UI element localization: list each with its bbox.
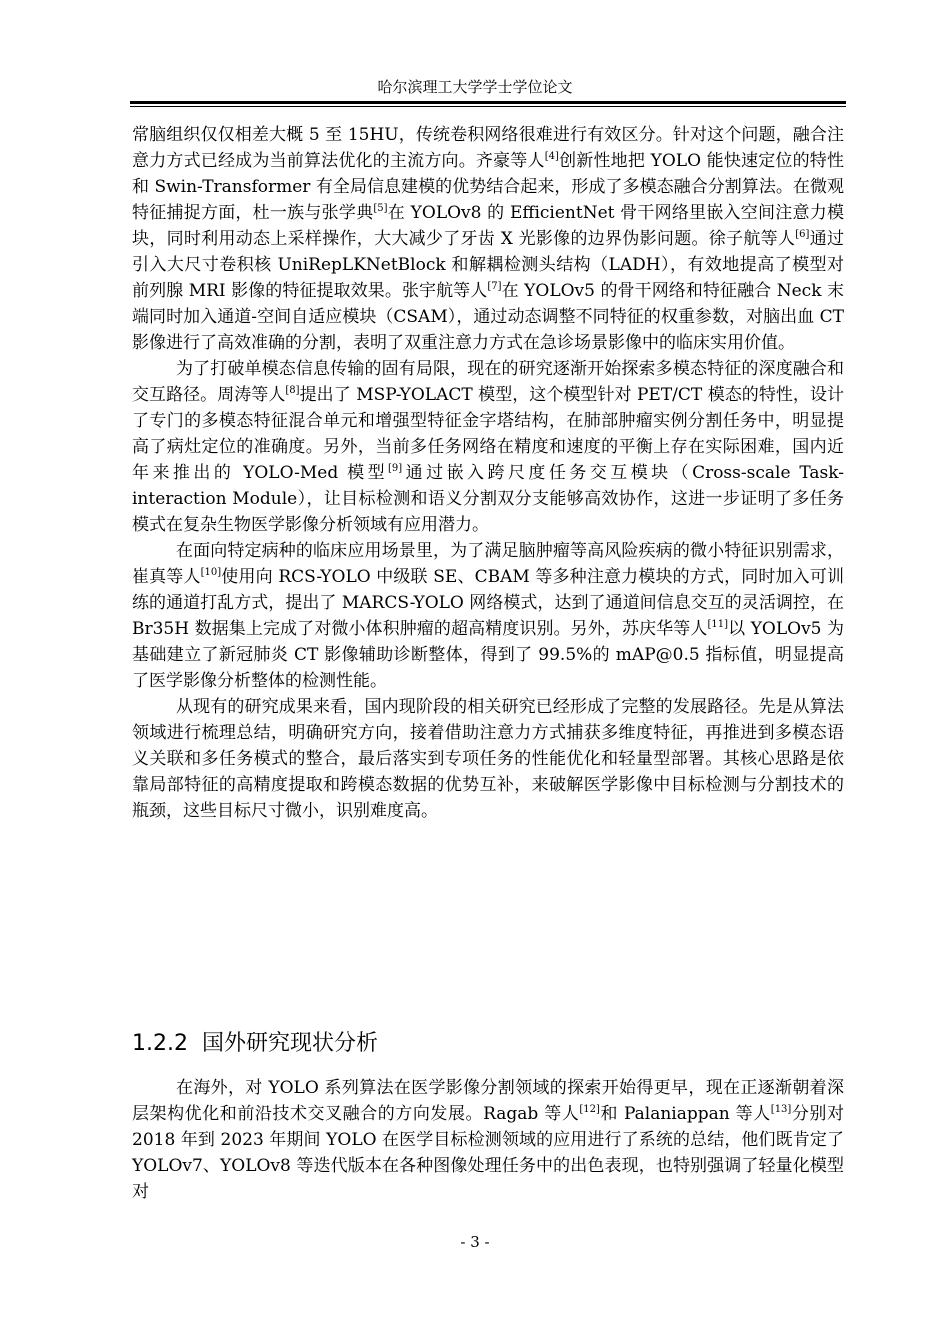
citation-ref: [5]: [373, 203, 388, 214]
citation-ref: [9]: [388, 463, 403, 474]
paragraph-text: 从现有的研究成果来看，国内现阶段的相关研究已经形成了完整的发展路径。先是从算法领域进行梳理总结，明确研究方向，接着借助注意力方式捕获多维度特征，再推进到多模态语义关联和多任务模式的整合，最后落实到专项任务的性能优化和轻量型部署。其核心思路是依靠局部特征的高精度提取和跨模态数据的优势互补，来破解医学影像中目标检测与分割技术的瓶颈，这些目标尺寸微小，识别难度高。: [132, 697, 844, 821]
section-number: 1.2.2: [132, 1031, 188, 1056]
paragraph-text: 通过引入大尺寸卷积核 UniRepLKNetBlock 和解耦检测头结构（LADH），有效地提高了模型对前列腺 MRI 影像的特征提取效果。张宇航等人: [132, 229, 844, 301]
paragraph: [132, 1075, 844, 1205]
paragraph-text: 在 YOLOv8 的 EfficientNet 骨干网络里嵌入空间注意力模块，同时利用动态上采样操作，大大减少了牙齿 X 光影像的边界伪影问题。徐子航等人: [132, 203, 844, 249]
paragraph-text: 在海外，对 YOLO 系列算法在医学影像分割领域的探索开始得更早，现在正逐渐朝着深层架构优化和前沿技术交叉融合的方向发展。Ragab 等人: [132, 1078, 844, 1124]
citation-ref: [8]: [285, 385, 300, 396]
paragraph-text: 在 YOLOv5 的骨干网络和特征融合 Neck 末端同时加入通道-空间自适应模块（CSAM），通过动态调整不同特征的权重参数，对脑出血 CT 影像进行了高效准确的分割，表明了双重注意力方式在急诊场景影像中的临床实用价值。: [132, 281, 844, 353]
citation-ref: [13]: [770, 1104, 792, 1115]
paragraph-text: 提出了 MSP-YOLACT 模型，这个模型针对 PET/CT 模态的特性，设计了专门的多模态特征混合单元和增强型特征金字塔结构，在肺部肿瘤实例分割任务中，明显提高了病灶定位的准确度。另外，当前多任务网络在精度和速度的平衡上存在实际困难，国内近年来推出的 YOLO-Med 模型: [132, 385, 845, 483]
section-title: 国外研究现状分析: [201, 1031, 378, 1056]
citation-ref: [12]: [579, 1104, 600, 1115]
body-text-bottom: [132, 1075, 844, 1205]
paragraph-text: 使用向 RCS-YOLO 中级联 SE、CBAM 等多种注意力模块的方式，同时加入可训练的通道打乱方式，提出了 MARCS-YOLO 网络模式，达到了通道间信息交互的灵活调控，在 Br35H 数据集上完成了对微小体积肿瘤的超高精度识别。另外，苏庆华等人: [132, 567, 844, 639]
paragraph: [132, 122, 844, 356]
paragraph-text: 为了打破单模态信息传输的固有局限，现在的研究逐渐开始探索多模态特征的深度融合和交互路径。周涛等人: [132, 359, 844, 405]
citation-ref: [10]: [200, 567, 222, 578]
paragraph: [132, 356, 844, 538]
citation-ref: [6]: [795, 229, 810, 240]
paragraph-text: 在面向特定病种的临床应用场景里，为了满足脑肿瘤等高风险疾病的微小特征识别需求，崔真等人: [132, 541, 844, 587]
section-heading: [132, 1029, 378, 1059]
paragraph-text: 和 Palaniappan 等人: [599, 1104, 771, 1124]
paragraph-text: 分别对 2018 年到 2023 年期间 YOLO 在医学目标检测领域的应用进行了系统的总结，他们既肯定了 YOLOv7、YOLOv8 等迭代版本在各种图像处理任务中的出色表现，也特别强调了轻量化模型对: [132, 1104, 844, 1202]
paragraph-text: 通过嵌入跨尺度任务交互模块（Cross-scale Task-interaction Module），让目标检测和语义分割双分支能够高效协作，这进一步证明了多任务模式在复杂生物医学影像分析领域有应用潜力。: [132, 463, 844, 535]
paragraph-text: 常脑组织仅仅相差大概 5 至 15HU，传统卷积网络很难进行有效区分。针对这个问题，融合注意力方式已经成为当前算法优化的主流方向。齐豪等人: [132, 125, 844, 171]
paragraph: [132, 694, 844, 824]
paragraph: [132, 538, 844, 694]
paragraph-text: 以 YOLOv5 为基础建立了新冠肺炎 CT 影像辅助诊断整体，得到了 99.5%的 mAP@0.5 指标值，明显提高了医学影像分析整体的检测性能。: [132, 619, 844, 691]
citation-ref: [4]: [544, 151, 559, 162]
citation-ref: [11]: [707, 619, 728, 630]
running-header: 哈尔滨理工大学学士学位论文: [377, 78, 573, 96]
header-rule-thick: [130, 101, 846, 104]
page-number: - 3 -: [460, 1233, 490, 1251]
body-text-top: [132, 122, 844, 824]
header-rule-thin: [130, 106, 846, 107]
citation-ref: [7]: [487, 281, 502, 292]
paragraph-text: 创新性地把 YOLO 能快速定位的特性和 Swin-Transformer 有全局信息建模的优势结合起来，形成了多模态融合分割算法。在微观特征捕捉方面，杜一族与张学典: [132, 151, 845, 223]
